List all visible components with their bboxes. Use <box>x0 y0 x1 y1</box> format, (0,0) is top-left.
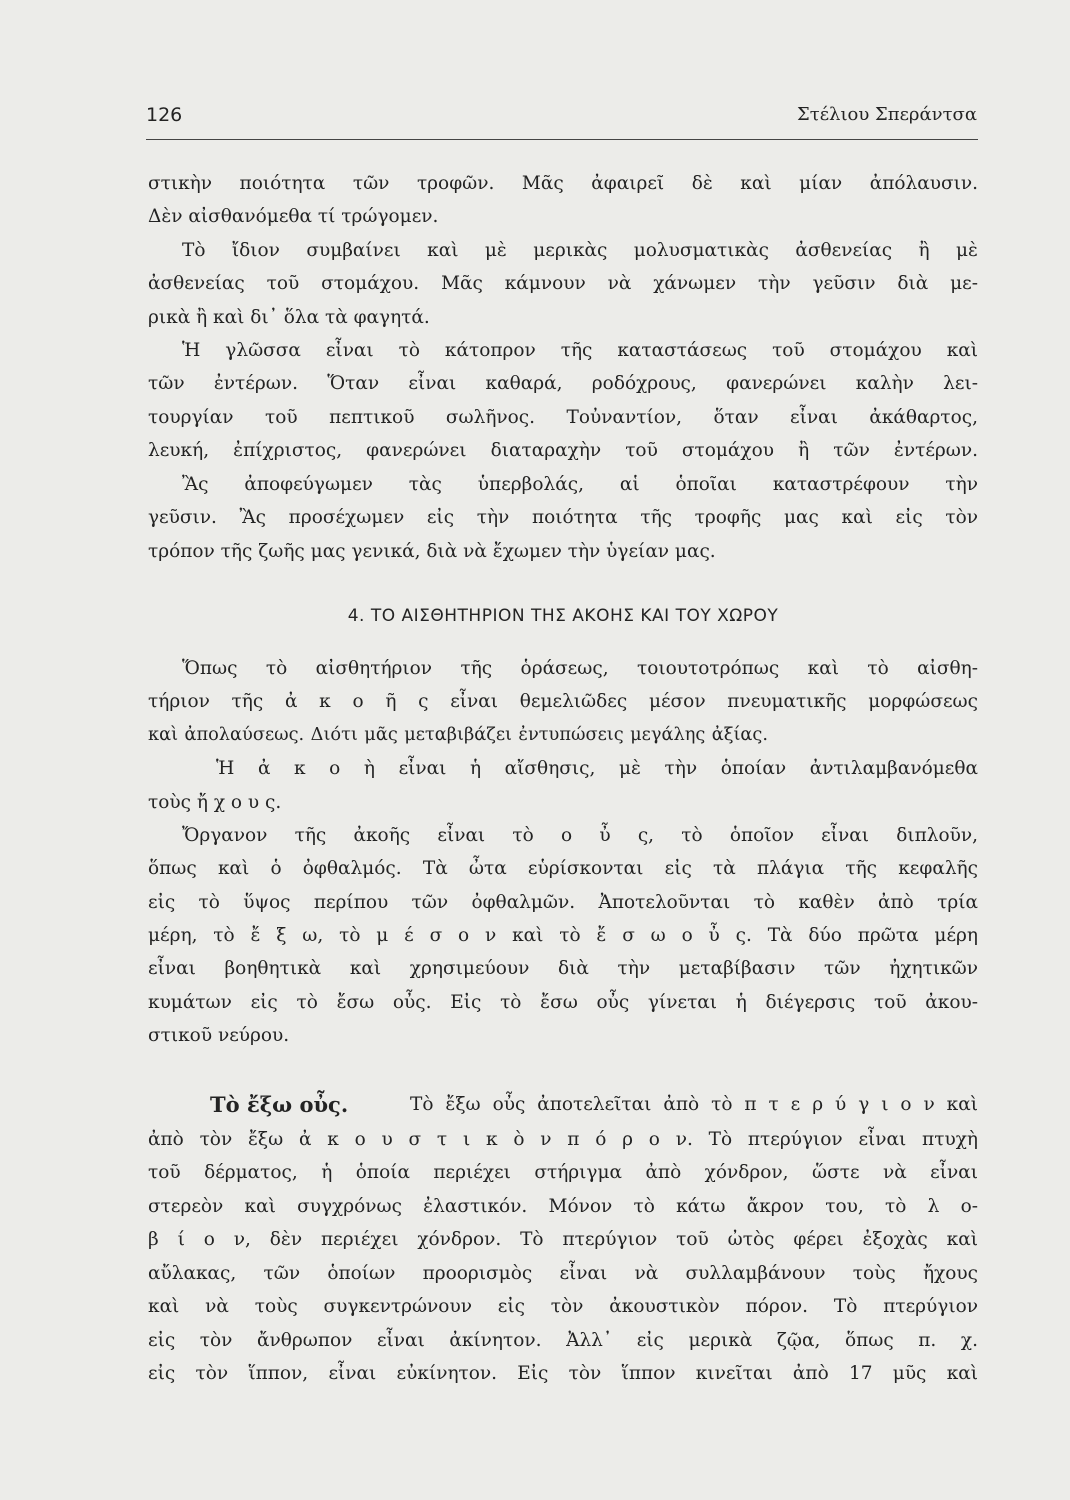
text-line: γεῦσιν. Ἂς προσέχωμεν εἰς τὴν ποιότητα τῆς τροφῆς μας καὶ εἰς τὸν <box>148 507 978 528</box>
text-line: τρόπον τῆς ζωῆς μας γενικά, διὰ νὰ ἔχωμεν τὴν ὑγείαν μας. <box>148 541 716 562</box>
text-line: Τὸ ἴδιον συμβαίνει καὶ μὲ μερικὰς μολυσματικὰς ἀσθενείας ἢ μὲ <box>182 240 978 261</box>
text-line: ρικὰ ἢ καὶ δι᾽ ὅλα τὰ φαγητά. <box>148 307 430 328</box>
text-line: εἶναι βοηθητικὰ καὶ χρησιμεύουν διὰ τὴν μεταβίβασιν τῶν ἠχητικῶν <box>148 958 978 979</box>
section-title: 4. ΤΟ ΑΙΣΘΗΤΗΡΙΟΝ ΤΗΣ ΑΚΟΗΣ ΚΑΙ ΤΟΥ ΧΩΡΟΥ <box>347 606 779 626</box>
text-line: εἰς τὸν ἵππον, εἶναι εὐκίνητον. Εἰς τὸν ἵππον κινεῖται ἀπὸ 17 μῦς καὶ <box>148 1363 978 1384</box>
text-line: ὅπως καὶ ὁ ὀφθαλμός. Τὰ ὦτα εὑρίσκονται εἰς τὰ πλάγια τῆς κεφαλῆς <box>148 858 978 879</box>
text-line: β ί ο ν, δὲν περιέχει χόνδρον. Τὸ πτερύγιον τοῦ ὠτὸς φέρει ἐξοχὰς καὶ <box>148 1229 978 1250</box>
text-line: μέρη, τὸ ἔ ξ ω, τὸ μ έ σ ο ν καὶ τὸ ἔ σ ω ο ὖ ς. Τὰ δύο πρῶτα μέρη <box>148 925 978 946</box>
text-line: κυμάτων εἰς τὸ ἔσω οὖς. Εἰς τὸ ἔσω οὖς γίνεται ἡ διέγερσις τοῦ ἀκου- <box>148 992 978 1013</box>
text-line: εἰς τὸ ὕψος περίπου τῶν ὀφθαλμῶν. Ἀποτελοῦνται τὸ καθὲν ἀπὸ τρία <box>148 892 978 913</box>
text-line: τουργίαν τοῦ πεπτικοῦ σωλῆνος. Τοὐναντίον, ὅταν εἶναι ἀκάθαρτος, <box>148 407 978 428</box>
text-line: καὶ νὰ τοὺς συγκεντρώνουν εἰς τὸν ἀκουστικὸν πόρον. Τὸ πτερύγιον <box>148 1296 978 1317</box>
text-line: τοὺς ἤ χ ο υ ς. <box>148 792 282 813</box>
text-line: λευκή, ἐπίχριστος, φανερώνει διαταραχὴν τοῦ στομάχου ἢ τῶν ἐντέρων. <box>148 440 978 461</box>
run-in-heading-text: Τὸ ἔξω οὖς. <box>210 1092 349 1117</box>
text-line: καὶ ἀπολαύσεως. Διότι μᾶς μεταβιβάζει ἐντυπώσεις μεγάλης ἀξίας. <box>148 725 768 745</box>
text-line: στερεὸν καὶ συγχρόνως ἐλαστικόν. Μόνον τὸ κάτω ἄκρον του, τὸ λ ο- <box>148 1196 978 1217</box>
text-line: Ἡ ἀ κ ο ὴ εἶναι ἡ αἴσθησις, μὲ τὴν ὁποίαν ἀντιλαμβανόμεθα <box>216 758 978 779</box>
text-line: τήριον τῆς ἀ κ ο ῆ ς εἶναι θεμελιῶδες μέσον πνευματικῆς μορφώσεως <box>148 691 978 712</box>
text-line: στικοῦ νεύρου. <box>148 1025 290 1046</box>
text-line: τῶν ἐντέρων. Ὅταν εἶναι καθαρά, ροδόχρους, φανερώνει καλὴν λει- <box>148 373 978 394</box>
text-line: Δὲν αἰσθανόμεθα τί τρώγομεν. <box>148 206 439 227</box>
text-line: στικὴν ποιότητα τῶν τροφῶν. Μᾶς ἀφαιρεῖ δὲ καὶ μίαν ἀπόλαυσιν. <box>148 173 978 194</box>
page-header <box>146 104 977 134</box>
text-line: Ἡ γλῶσσα εἶναι τὸ κάτοπρον τῆς καταστάσεως τοῦ στομάχου καὶ <box>182 340 978 361</box>
text-line: Ὅπως τὸ αἰσθητήριον τῆς ὁράσεως, τοιουτοτρόπως καὶ τὸ αἰσθη- <box>182 658 978 679</box>
text-line: Ἂς ἀποφεύγωμεν τὰς ὑπερβολάς, αἱ ὁποῖαι καταστρέφουν τὴν <box>182 474 978 495</box>
text-line: τοῦ δέρματος, ἡ ὁποία περιέχει στήριγμα ἀπὸ χόνδρον, ὥστε νὰ εἶναι <box>148 1162 978 1183</box>
text-line: εἰς τὸν ἄνθρωπον εἶναι ἀκίνητον. Ἀλλ᾽ εἰς μερικὰ ζῷα, ὅπως π. χ. <box>148 1330 978 1351</box>
text-line: ἀσθενείας τοῦ στομάχου. Μᾶς κάμνουν νὰ χάνωμεν τὴν γεῦσιν διὰ με- <box>148 273 978 294</box>
text-line: Τὸ ἔξω οὖς ἀποτελεῖται ἀπὸ τὸ π τ ε ρ ύ γ ι ο ν καὶ <box>410 1094 978 1115</box>
header-rule <box>146 139 978 140</box>
run-in-heading <box>210 1094 406 1117</box>
running-head: Στέλιου Σπεράντσα <box>797 104 977 125</box>
text-line: Ὄργανον τῆς ἀκοῆς εἶναι τὸ ο ὖ ς, τὸ ὁποῖον εἶναι διπλοῦν, <box>182 825 978 846</box>
page-number: 126 <box>146 104 183 126</box>
text-line: ἀπὸ τὸν ἔξω ἀ κ ο υ σ τ ι κ ὸ ν π ό ρ ο ν. Τὸ πτερύγιον εἶναι πτυχὴ <box>148 1129 978 1150</box>
text-line: αὔλακας, τῶν ὁποίων προορισμὸς εἶναι νὰ συλλαμβάνουν τοὺς ἤχους <box>148 1263 978 1284</box>
